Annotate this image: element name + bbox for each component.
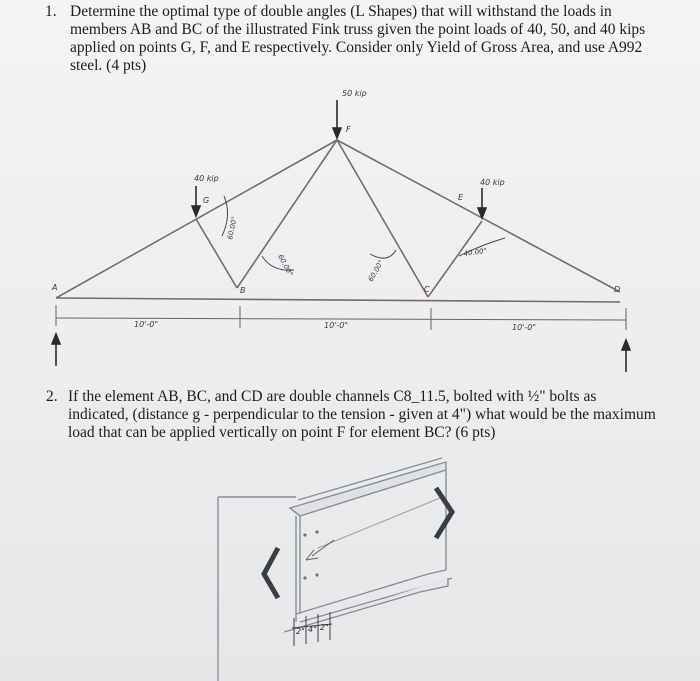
dimension-label-1: 10'-0" [134,320,159,329]
load-label-E: 40 kip [480,178,505,187]
channel-bottom-flange [296,570,452,622]
channel-web [296,516,300,622]
dimension-label-2: 10'-0" [324,321,349,330]
bolt [303,533,306,536]
problem-2-text: If the element AB, BC, and CD are double channels C8_11.5, bolted with ½" bolts as indicated, (distance g - perpendicular to the tension - given at 4") what would be the maximum load that can be applied vertically on point F for element BC? (6 pts) [68,388,656,441]
node-label-E: E [458,193,464,202]
tension-arrow-left [264,548,278,598]
node-label-A: A [52,283,58,292]
gusset-plate [218,497,296,681]
angle-label-B: 60.00° [276,253,295,278]
angle-label-C: 60.00° [366,258,386,283]
spacing-label-2: 4" [308,625,317,634]
node-label-F: F [346,125,351,134]
problem-2-number: 2. [46,388,58,405]
bolt [315,530,318,533]
spacing-label-1: 2" [296,627,305,636]
node-label-C: C [424,285,430,294]
problem-1-number: 1. [45,3,57,20]
load-label-G: 40 kip [194,174,219,183]
angle-label-G: 60.00° [226,215,239,241]
channel-top-flange [290,462,446,516]
tension-arrow-right [436,488,452,538]
node-label-D: D [614,285,621,294]
problem-1-text: Determine the optimal type of double angles (L Shapes) that will withstand the loads in members AB and BC of the illustrated Fink truss given the point loads of 40, 50, and 40 kips applied on points G, F, and E respectively. Consider only Yield of Gross Area, and use A992 steel. (4 pts) [70,3,646,74]
bolt [303,576,306,579]
node-label-B: B [240,286,246,295]
angle-label-E: 40.00° [463,246,488,258]
node-label-G: G [203,196,210,205]
load-label-F: 50 kip [342,89,367,98]
bolt [315,573,318,576]
spacing-label-3: 2" [320,623,329,632]
dimension-label-3: 10'-0" [512,323,537,332]
